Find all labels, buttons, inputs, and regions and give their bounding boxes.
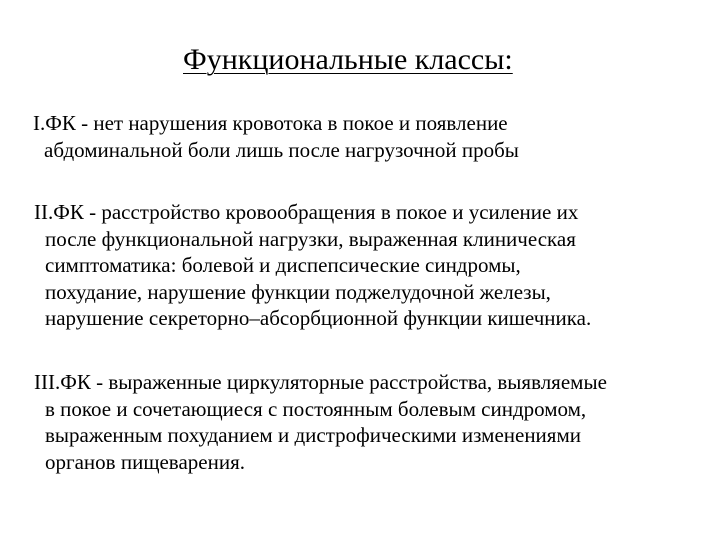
slide-title: Функциональные классы:	[183, 43, 513, 76]
item-line: III.ФК - выраженные циркуляторные расстройства, выявляемые	[34, 370, 607, 394]
item-line: в покое и сочетающиеся с постоянным болевым синдромом,	[45, 396, 587, 421]
item-line: I.ФК - нет нарушения кровотока в покое и появление	[33, 111, 508, 135]
item-line: органов пищеварения.	[45, 449, 245, 474]
item-line: симптоматика: болевой и диспепсические синдромы,	[45, 253, 521, 277]
item-line: похудание, нарушение функции поджелудочной железы,	[45, 279, 551, 304]
item-line: выраженным похуданием и дистрофическими изменениями	[45, 423, 581, 447]
item-line: нарушение секреторно–абсорбционной функции кишечника.	[45, 306, 592, 330]
class-item-2	[34, 199, 591, 332]
item-line: абдоминальной боли лишь после нагрузочной пробы	[44, 137, 519, 162]
class-item-3	[34, 369, 607, 475]
item-line: после функциональной нагрузки, выраженная клиническая	[45, 226, 576, 251]
class-item-1	[33, 110, 519, 163]
item-line: II.ФК - расстройство кровообращения в покое и усиление их	[34, 200, 579, 224]
